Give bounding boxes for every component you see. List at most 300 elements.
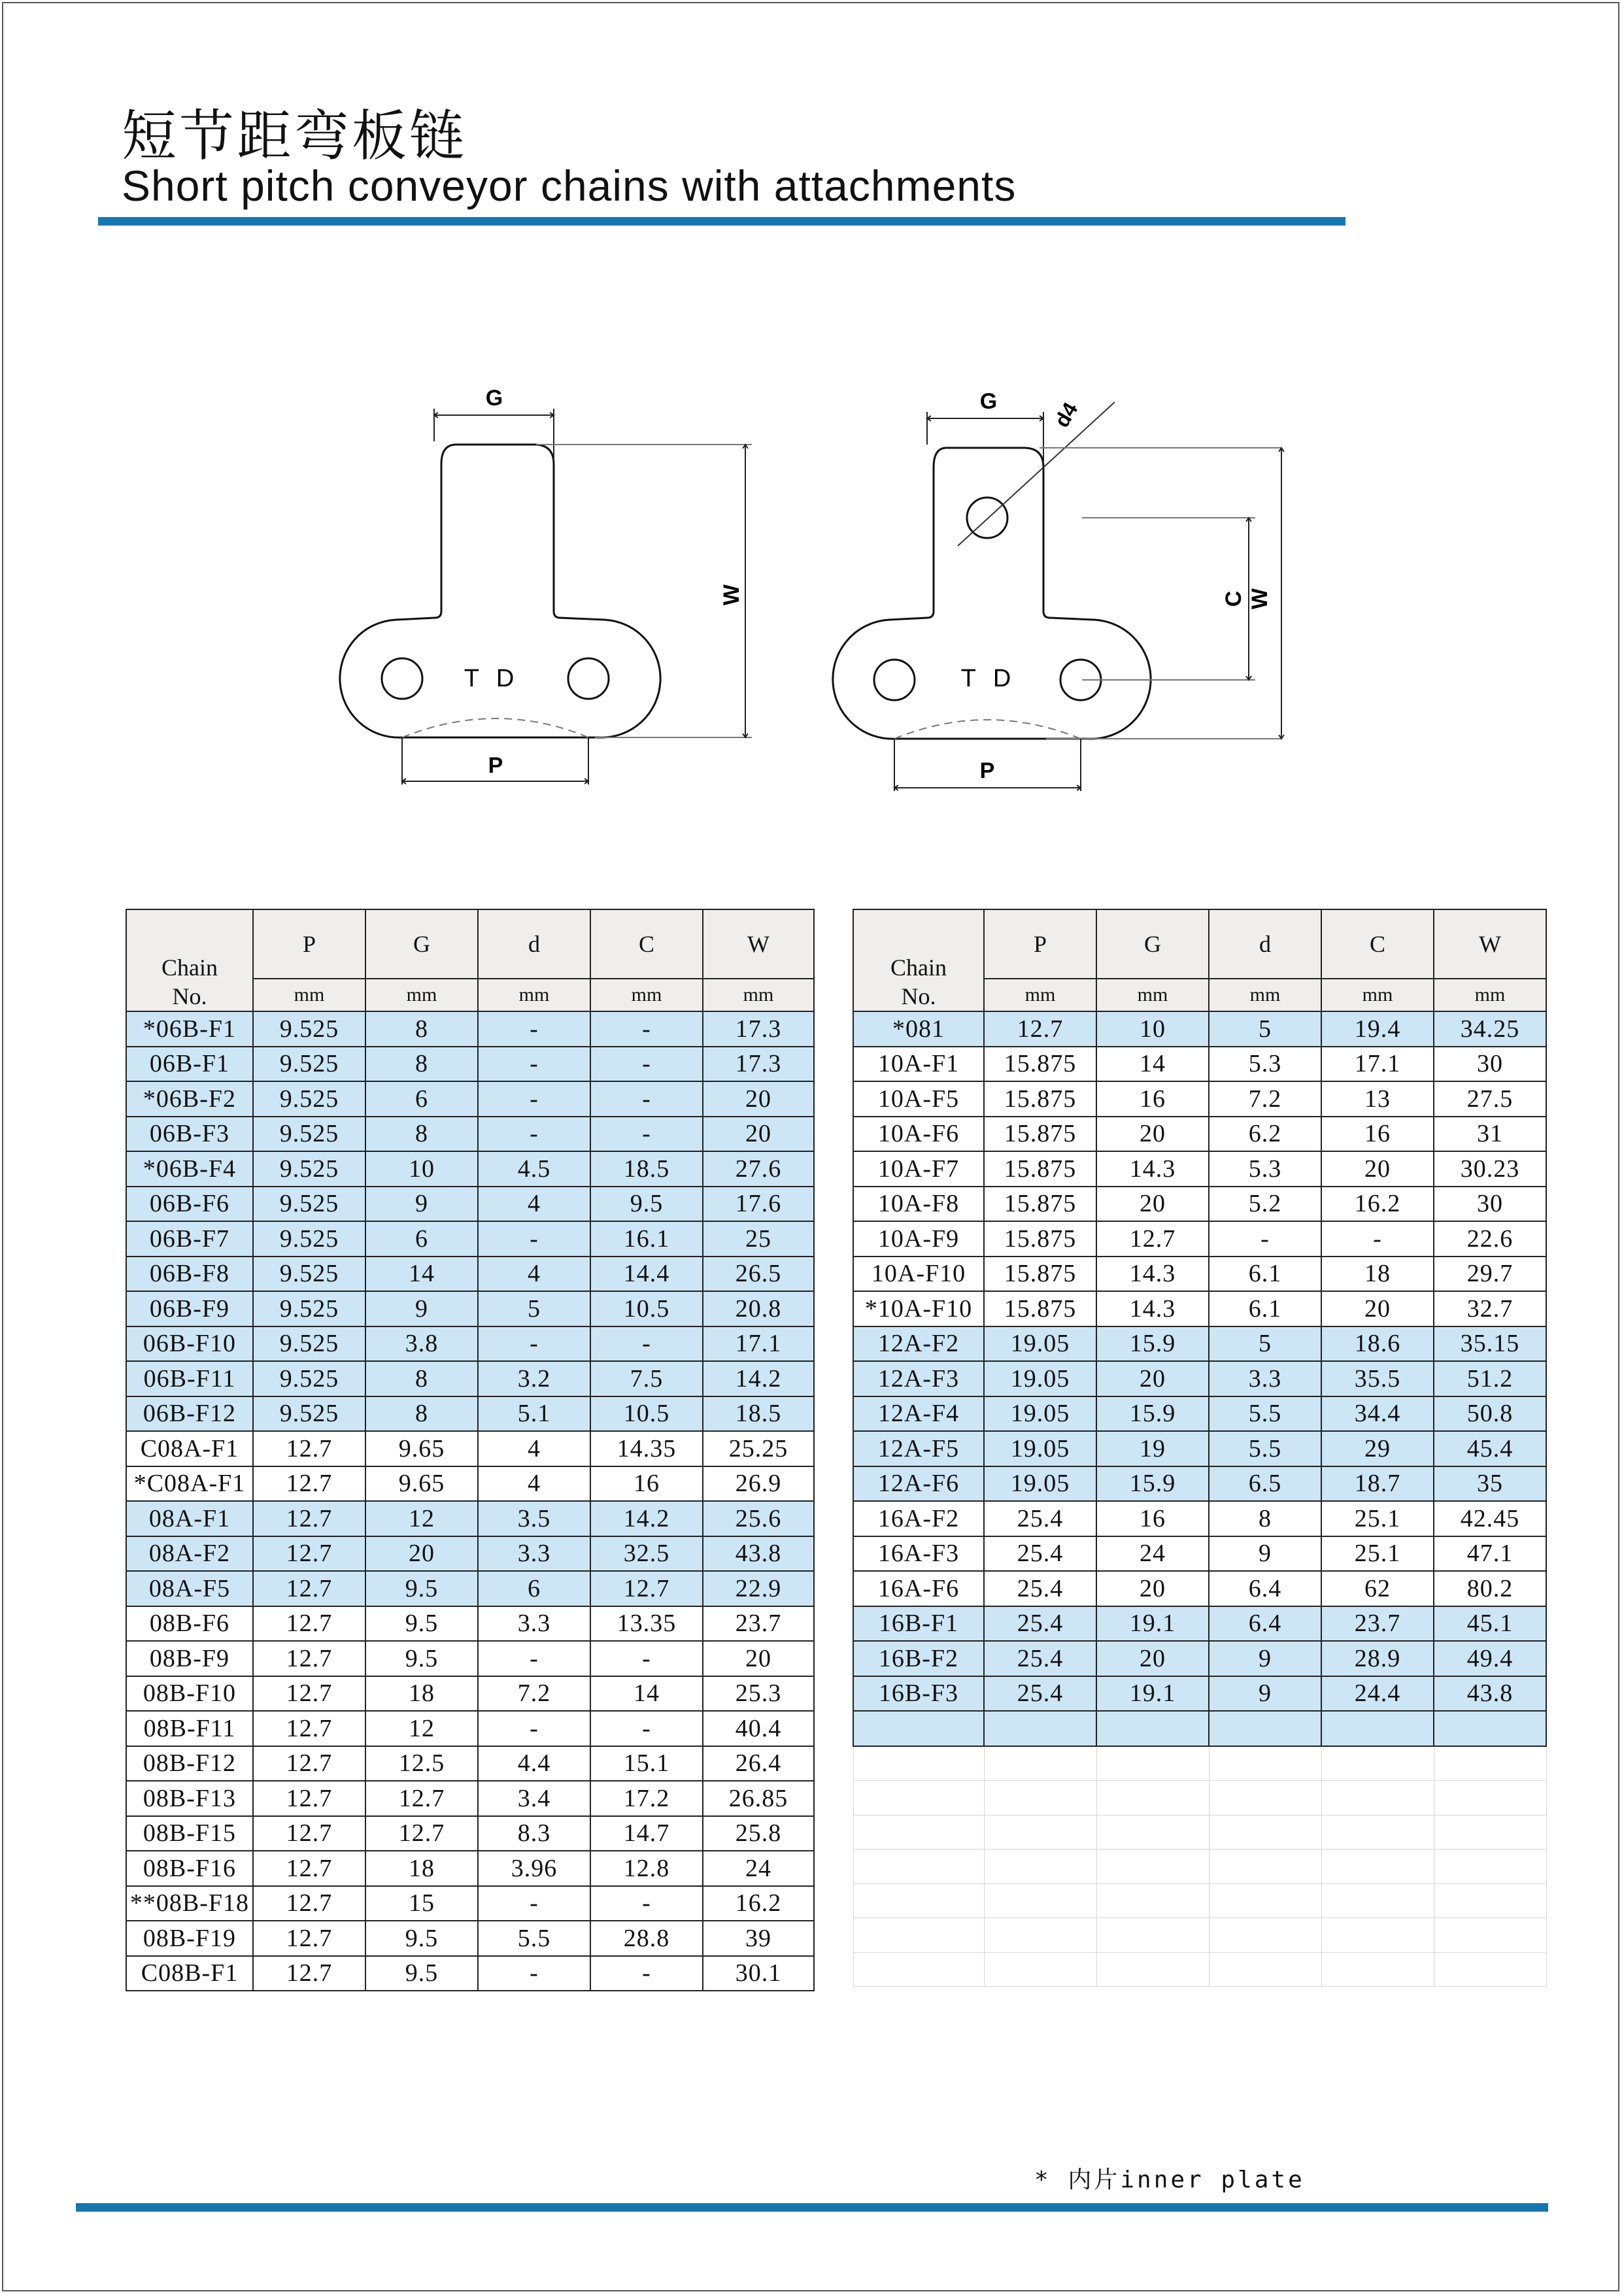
table-row bbox=[853, 1396, 1546, 1432]
cell-chain: 10A-F1 bbox=[853, 1047, 984, 1082]
cell-c: 16 bbox=[590, 1466, 703, 1502]
cell-p: 12.7 bbox=[253, 1676, 365, 1712]
table-row bbox=[126, 1431, 814, 1466]
cell-d: 5.2 bbox=[1209, 1187, 1321, 1222]
empty-row bbox=[853, 1849, 1546, 1884]
cell-c: 9.5 bbox=[590, 1187, 703, 1222]
empty-cell bbox=[853, 1746, 984, 1781]
cell-chain: 06B-F3 bbox=[126, 1117, 253, 1152]
empty-cell bbox=[1321, 1746, 1434, 1781]
cell-g: 15.9 bbox=[1096, 1326, 1209, 1362]
table-row bbox=[126, 1466, 814, 1502]
cell-chain: 10A-F9 bbox=[853, 1221, 984, 1257]
table-row bbox=[126, 1606, 814, 1642]
table-row bbox=[126, 1571, 814, 1606]
cell-c: 17.2 bbox=[590, 1781, 703, 1816]
cell-chain: 08A-F1 bbox=[126, 1501, 253, 1536]
unit-g: mm bbox=[365, 979, 478, 1011]
cell-p: 9.525 bbox=[253, 1081, 365, 1117]
cell-c: 62 bbox=[1321, 1571, 1434, 1606]
cell-d: 6.1 bbox=[1209, 1291, 1321, 1326]
footnote-inner-plate: * 内片inner plate bbox=[1034, 2167, 1305, 2193]
empty-cell bbox=[1096, 1883, 1209, 1918]
empty-cell bbox=[853, 1883, 984, 1918]
cell-c: - bbox=[590, 1117, 703, 1152]
cell-g: 12.7 bbox=[365, 1781, 478, 1816]
dim-label-p-right: P bbox=[979, 758, 995, 783]
cell-c: 20 bbox=[1321, 1291, 1434, 1326]
cell-p: 12.7 bbox=[253, 1641, 365, 1676]
cell-d: - bbox=[478, 1711, 590, 1746]
cell-chain: 16A-F2 bbox=[853, 1501, 984, 1536]
cell-p: 12.7 bbox=[253, 1956, 365, 1991]
cell-chain: 06B-F1 bbox=[126, 1047, 253, 1082]
cell-d: 3.4 bbox=[478, 1781, 590, 1816]
cell-chain: 08B-F6 bbox=[126, 1606, 253, 1642]
cell-c: 24.4 bbox=[1321, 1676, 1434, 1712]
cell-g: 9.5 bbox=[365, 1921, 478, 1956]
cell-p bbox=[984, 1711, 1096, 1746]
dim-label-w-left: W bbox=[719, 584, 744, 606]
empty-row bbox=[853, 1746, 1546, 1781]
header-g: G bbox=[1096, 909, 1209, 979]
cell-chain: 08B-F9 bbox=[126, 1641, 253, 1676]
table-row bbox=[126, 1047, 814, 1082]
header-p: P bbox=[984, 909, 1096, 979]
cell-d: 5.3 bbox=[1209, 1047, 1321, 1082]
cell-g: 14.3 bbox=[1096, 1151, 1209, 1187]
cell-w: 20 bbox=[703, 1117, 814, 1152]
attachment-right-drawing bbox=[833, 389, 1281, 791]
cell-c: - bbox=[590, 1011, 703, 1047]
cell-w: 25.8 bbox=[703, 1816, 814, 1851]
cell-d: 5.3 bbox=[1209, 1151, 1321, 1187]
cell-w: 42.45 bbox=[1434, 1501, 1546, 1536]
cell-chain: *10A-F10 bbox=[853, 1291, 984, 1326]
empty-row bbox=[853, 1952, 1546, 1987]
table-row bbox=[853, 1011, 1546, 1047]
cell-g: 20 bbox=[1096, 1641, 1209, 1676]
table-row bbox=[126, 1816, 814, 1851]
chain-arc-left bbox=[402, 718, 588, 737]
cell-c: - bbox=[590, 1956, 703, 1991]
unit-d: mm bbox=[478, 979, 590, 1011]
empty-cell bbox=[1209, 1883, 1321, 1918]
cell-p: 15.875 bbox=[984, 1187, 1096, 1222]
table-row bbox=[126, 1921, 814, 1956]
table-body-left bbox=[126, 1011, 814, 1991]
cell-c: 14.7 bbox=[590, 1816, 703, 1851]
empty-cell bbox=[984, 1883, 1096, 1918]
cell-chain: 08B-F10 bbox=[126, 1676, 253, 1712]
table-row bbox=[853, 1606, 1546, 1642]
cell-chain: 10A-F7 bbox=[853, 1151, 984, 1187]
footer-rule bbox=[76, 2203, 1548, 2212]
cell-p: 12.7 bbox=[253, 1711, 365, 1746]
cell-c: 16.2 bbox=[1321, 1187, 1434, 1222]
empty-cell bbox=[984, 1781, 1096, 1815]
cell-p: 12.7 bbox=[253, 1746, 365, 1781]
cell-c: 18 bbox=[1321, 1257, 1434, 1292]
table-row bbox=[126, 1011, 814, 1047]
pin-hole-left-b bbox=[568, 658, 609, 699]
cell-d: - bbox=[1209, 1221, 1321, 1257]
cell-p: 9.525 bbox=[253, 1151, 365, 1187]
cell-p: 9.525 bbox=[253, 1187, 365, 1222]
cell-d: 3.3 bbox=[478, 1606, 590, 1642]
cell-chain: **08B-F18 bbox=[126, 1886, 253, 1921]
unit-w: mm bbox=[703, 979, 814, 1011]
header-d: d bbox=[478, 909, 590, 979]
dim-label-g-right: G bbox=[979, 389, 998, 414]
empty-cell bbox=[1096, 1918, 1209, 1953]
cell-w: 22.6 bbox=[1434, 1221, 1546, 1257]
cell-chain: 16B-F1 bbox=[853, 1606, 984, 1642]
cell-g bbox=[1096, 1711, 1209, 1746]
cell-d: 4.5 bbox=[478, 1151, 590, 1187]
cell-d: - bbox=[478, 1956, 590, 1991]
cell-c: 18.7 bbox=[1321, 1466, 1434, 1502]
empty-cell bbox=[1321, 1883, 1434, 1918]
table-row bbox=[853, 1361, 1546, 1396]
cell-g: 24 bbox=[1096, 1536, 1209, 1572]
page-title-chinese: 短节距弯板链 bbox=[122, 104, 467, 168]
header-chain-no: Chain No. bbox=[853, 909, 984, 1011]
cell-d: 6.1 bbox=[1209, 1257, 1321, 1292]
cell-g: 20 bbox=[1096, 1117, 1209, 1152]
cell-p: 25.4 bbox=[984, 1641, 1096, 1676]
cell-p: 19.05 bbox=[984, 1466, 1096, 1502]
cell-d: - bbox=[478, 1641, 590, 1676]
table-row bbox=[853, 1151, 1546, 1187]
chain-table-right bbox=[853, 909, 1547, 1987]
cell-g: 9.65 bbox=[365, 1431, 478, 1466]
cell-chain: 08A-F5 bbox=[126, 1571, 253, 1606]
empty-row bbox=[853, 1815, 1546, 1849]
cell-chain: 16A-F6 bbox=[853, 1571, 984, 1606]
table-row bbox=[853, 1571, 1546, 1606]
cell-chain: *06B-F2 bbox=[126, 1081, 253, 1117]
dim-label-p-left: P bbox=[488, 753, 503, 778]
cell-g: 10 bbox=[1096, 1011, 1209, 1047]
cell-d: 3.5 bbox=[478, 1501, 590, 1536]
cell-g: 18 bbox=[365, 1851, 478, 1886]
cell-c: 16 bbox=[1321, 1117, 1434, 1152]
cell-d: 9 bbox=[1209, 1676, 1321, 1712]
cell-c: 15.1 bbox=[590, 1746, 703, 1781]
cell-g: 14 bbox=[365, 1257, 478, 1292]
empty-cell bbox=[1434, 1883, 1546, 1918]
cell-d: - bbox=[478, 1326, 590, 1362]
unit-c: mm bbox=[1321, 979, 1434, 1011]
cell-chain: *06B-F1 bbox=[126, 1011, 253, 1047]
table-row bbox=[853, 1536, 1546, 1572]
cell-g: 8 bbox=[365, 1361, 478, 1396]
empty-cell bbox=[1209, 1781, 1321, 1815]
cell-d: 5 bbox=[1209, 1011, 1321, 1047]
cell-p: 9.525 bbox=[253, 1257, 365, 1292]
cell-w: 30 bbox=[1434, 1187, 1546, 1222]
cell-g: 9 bbox=[365, 1291, 478, 1326]
cell-c: 20 bbox=[1321, 1151, 1434, 1187]
cell-g: 9.5 bbox=[365, 1956, 478, 1991]
cell-d: 4 bbox=[478, 1257, 590, 1292]
cell-w: 22.9 bbox=[703, 1571, 814, 1606]
cell-chain: 16A-F3 bbox=[853, 1536, 984, 1572]
empty-cell bbox=[853, 1918, 984, 1953]
cell-chain: 08B-F13 bbox=[126, 1781, 253, 1816]
cell-p: 12.7 bbox=[253, 1501, 365, 1536]
cell-chain: *06B-F4 bbox=[126, 1151, 253, 1187]
cell-d: 8 bbox=[1209, 1501, 1321, 1536]
cell-c: - bbox=[590, 1081, 703, 1117]
table-row bbox=[853, 1431, 1546, 1466]
cell-p: 12.7 bbox=[253, 1921, 365, 1956]
empty-cell bbox=[1209, 1815, 1321, 1849]
cell-w: 49.4 bbox=[1434, 1641, 1546, 1676]
cell-p: 19.05 bbox=[984, 1361, 1096, 1396]
cell-chain: 08B-F19 bbox=[126, 1921, 253, 1956]
cell-c: - bbox=[590, 1326, 703, 1362]
cell-g: 16 bbox=[1096, 1081, 1209, 1117]
header-g: G bbox=[365, 909, 478, 979]
cell-w: 25.6 bbox=[703, 1501, 814, 1536]
table-row bbox=[126, 1746, 814, 1781]
cell-p: 12.7 bbox=[253, 1536, 365, 1572]
table-row bbox=[126, 1396, 814, 1432]
cell-chain: 08B-F11 bbox=[126, 1711, 253, 1746]
cell-c: 14.2 bbox=[590, 1501, 703, 1536]
cell-p: 25.4 bbox=[984, 1676, 1096, 1712]
cell-c: 14.4 bbox=[590, 1257, 703, 1292]
empty-cell bbox=[1434, 1815, 1546, 1849]
cell-d: 3.96 bbox=[478, 1851, 590, 1886]
unit-w: mm bbox=[1434, 979, 1546, 1011]
cell-w: 32.7 bbox=[1434, 1291, 1546, 1326]
cell-chain: 12A-F4 bbox=[853, 1396, 984, 1432]
empty-cell bbox=[1434, 1918, 1546, 1953]
cell-d: 5.5 bbox=[478, 1921, 590, 1956]
cell-c: - bbox=[1321, 1221, 1434, 1257]
cell-chain: 10A-F5 bbox=[853, 1081, 984, 1117]
cell-g: 20 bbox=[1096, 1571, 1209, 1606]
empty-cell bbox=[1209, 1849, 1321, 1884]
table-row bbox=[853, 1711, 1546, 1746]
cell-g: 3.8 bbox=[365, 1326, 478, 1362]
table-row bbox=[126, 1501, 814, 1536]
table-row bbox=[126, 1781, 814, 1816]
empty-cell bbox=[1321, 1918, 1434, 1953]
cell-c: 23.7 bbox=[1321, 1606, 1434, 1642]
table-row bbox=[126, 1536, 814, 1572]
cell-d: 3.3 bbox=[478, 1536, 590, 1572]
cell-p: 9.525 bbox=[253, 1221, 365, 1257]
cell-g: 20 bbox=[1096, 1187, 1209, 1222]
pin-hole-left-a bbox=[382, 658, 422, 699]
table-row bbox=[853, 1187, 1546, 1222]
cell-p: 15.875 bbox=[984, 1291, 1096, 1326]
dim-label-g-left: G bbox=[485, 386, 503, 411]
cell-p: 9.525 bbox=[253, 1291, 365, 1326]
cell-p: 12.7 bbox=[984, 1011, 1096, 1047]
table-row bbox=[853, 1501, 1546, 1536]
header-w: W bbox=[1434, 909, 1546, 979]
cell-p: 19.05 bbox=[984, 1396, 1096, 1432]
empty-cell bbox=[984, 1815, 1096, 1849]
cell-g: 8 bbox=[365, 1011, 478, 1047]
cell-p: 12.7 bbox=[253, 1781, 365, 1816]
cell-c: 28.8 bbox=[590, 1921, 703, 1956]
cell-c: 16.1 bbox=[590, 1221, 703, 1257]
cell-c: 29 bbox=[1321, 1431, 1434, 1466]
cell-chain: 16B-F3 bbox=[853, 1676, 984, 1712]
unit-p: mm bbox=[984, 979, 1096, 1011]
cell-c: 10.5 bbox=[590, 1291, 703, 1326]
empty-cell bbox=[853, 1952, 984, 1987]
table-row bbox=[126, 1851, 814, 1886]
cell-c: 19.4 bbox=[1321, 1011, 1434, 1047]
cell-chain: 06B-F12 bbox=[126, 1396, 253, 1432]
cell-p: 15.875 bbox=[984, 1047, 1096, 1082]
empty-cell bbox=[1434, 1746, 1546, 1781]
cell-w: 35.15 bbox=[1434, 1326, 1546, 1362]
cell-g: 6 bbox=[365, 1081, 478, 1117]
cell-w: 27.6 bbox=[703, 1151, 814, 1187]
cell-c: - bbox=[590, 1047, 703, 1082]
unit-p: mm bbox=[253, 979, 365, 1011]
cell-p: 15.875 bbox=[984, 1081, 1096, 1117]
cell-w: 17.3 bbox=[703, 1047, 814, 1082]
cell-w: 30.1 bbox=[703, 1956, 814, 1991]
table-row bbox=[853, 1117, 1546, 1152]
cell-c: 14 bbox=[590, 1676, 703, 1712]
cell-d: 5.5 bbox=[1209, 1396, 1321, 1432]
cell-d: 6.4 bbox=[1209, 1606, 1321, 1642]
cell-w: 20 bbox=[703, 1641, 814, 1676]
cell-c: 7.5 bbox=[590, 1361, 703, 1396]
cell-g: 12 bbox=[365, 1711, 478, 1746]
cell-p: 9.525 bbox=[253, 1117, 365, 1152]
cell-p: 12.7 bbox=[253, 1606, 365, 1642]
cell-p: 25.4 bbox=[984, 1536, 1096, 1572]
cell-g: 18 bbox=[365, 1676, 478, 1712]
cell-d: 5.5 bbox=[1209, 1431, 1321, 1466]
cell-w: 27.5 bbox=[1434, 1081, 1546, 1117]
cell-d: 5 bbox=[478, 1291, 590, 1326]
cell-w: 45.4 bbox=[1434, 1431, 1546, 1466]
cell-chain: 08B-F15 bbox=[126, 1816, 253, 1851]
dim-label-c-right: C bbox=[1221, 590, 1246, 607]
empty-cell bbox=[1321, 1952, 1434, 1987]
cell-c bbox=[1321, 1711, 1434, 1746]
unit-g: mm bbox=[1096, 979, 1209, 1011]
unit-c: mm bbox=[590, 979, 703, 1011]
empty-cell bbox=[1209, 1746, 1321, 1781]
empty-cell bbox=[1209, 1918, 1321, 1953]
chain-arc-right bbox=[894, 720, 1081, 739]
cell-chain: 12A-F5 bbox=[853, 1431, 984, 1466]
empty-cell bbox=[984, 1952, 1096, 1987]
cell-d: 4 bbox=[478, 1466, 590, 1502]
cell-chain: *081 bbox=[853, 1011, 984, 1047]
cell-g: 12.5 bbox=[365, 1746, 478, 1781]
cell-c: 32.5 bbox=[590, 1536, 703, 1572]
cell-w: 31 bbox=[1434, 1117, 1546, 1152]
cell-g: 12 bbox=[365, 1501, 478, 1536]
cell-c: 13.35 bbox=[590, 1606, 703, 1642]
cell-p: 15.875 bbox=[984, 1151, 1096, 1187]
attachment-diagram bbox=[320, 379, 1288, 811]
empty-cell bbox=[853, 1815, 984, 1849]
cell-c: 12.7 bbox=[590, 1571, 703, 1606]
empty-cell bbox=[1321, 1849, 1434, 1884]
cell-p: 15.875 bbox=[984, 1117, 1096, 1152]
table-row bbox=[126, 1081, 814, 1117]
cell-p: 25.4 bbox=[984, 1571, 1096, 1606]
cell-d: - bbox=[478, 1117, 590, 1152]
cell-d: 7.2 bbox=[478, 1676, 590, 1712]
chain-table-left bbox=[126, 909, 815, 1991]
page-title-english: Short pitch conveyor chains with attachments bbox=[122, 161, 1017, 210]
cell-c: 25.1 bbox=[1321, 1536, 1434, 1572]
cell-p: 15.875 bbox=[984, 1221, 1096, 1257]
cell-p: 9.525 bbox=[253, 1326, 365, 1362]
table-row bbox=[126, 1257, 814, 1292]
cell-p: 19.05 bbox=[984, 1326, 1096, 1362]
cell-d: 3.2 bbox=[478, 1361, 590, 1396]
cell-chain: 12A-F3 bbox=[853, 1361, 984, 1396]
cell-g: 6 bbox=[365, 1221, 478, 1257]
empty-cell bbox=[984, 1849, 1096, 1884]
cell-w: 51.2 bbox=[1434, 1361, 1546, 1396]
cell-d: - bbox=[478, 1886, 590, 1921]
cell-c: - bbox=[590, 1886, 703, 1921]
header-w: W bbox=[703, 909, 814, 979]
cell-w: 47.1 bbox=[1434, 1536, 1546, 1572]
cell-chain: 10A-F8 bbox=[853, 1187, 984, 1222]
cell-w: 25 bbox=[703, 1221, 814, 1257]
cell-w: 29.7 bbox=[1434, 1257, 1546, 1292]
cell-chain: 06B-F8 bbox=[126, 1257, 253, 1292]
cell-w: 20 bbox=[703, 1081, 814, 1117]
cell-d: 3.3 bbox=[1209, 1361, 1321, 1396]
cell-c: - bbox=[590, 1711, 703, 1746]
cell-c: 10.5 bbox=[590, 1396, 703, 1432]
cell-d: 6 bbox=[478, 1571, 590, 1606]
cell-chain: 08B-F16 bbox=[126, 1851, 253, 1886]
cell-d: - bbox=[478, 1221, 590, 1257]
cell-g: 14 bbox=[1096, 1047, 1209, 1082]
cell-chain: 06B-F7 bbox=[126, 1221, 253, 1257]
cell-d: 9 bbox=[1209, 1641, 1321, 1676]
cell-chain: 06B-F11 bbox=[126, 1361, 253, 1396]
header-c: C bbox=[590, 909, 703, 979]
empty-cell bbox=[853, 1849, 984, 1884]
cell-c: 13 bbox=[1321, 1081, 1434, 1117]
cell-w: 43.8 bbox=[1434, 1676, 1546, 1712]
cell-g: 14.3 bbox=[1096, 1291, 1209, 1326]
table-row bbox=[126, 1711, 814, 1746]
cell-g: 8 bbox=[365, 1117, 478, 1152]
cell-g: 19.1 bbox=[1096, 1606, 1209, 1642]
header-c: C bbox=[1321, 909, 1434, 979]
empty-cell bbox=[1096, 1952, 1209, 1987]
cell-g: 9.65 bbox=[365, 1466, 478, 1502]
empty-cell bbox=[1434, 1781, 1546, 1815]
table-row bbox=[853, 1676, 1546, 1712]
cell-g: 12.7 bbox=[1096, 1221, 1209, 1257]
empty-row bbox=[853, 1918, 1546, 1953]
